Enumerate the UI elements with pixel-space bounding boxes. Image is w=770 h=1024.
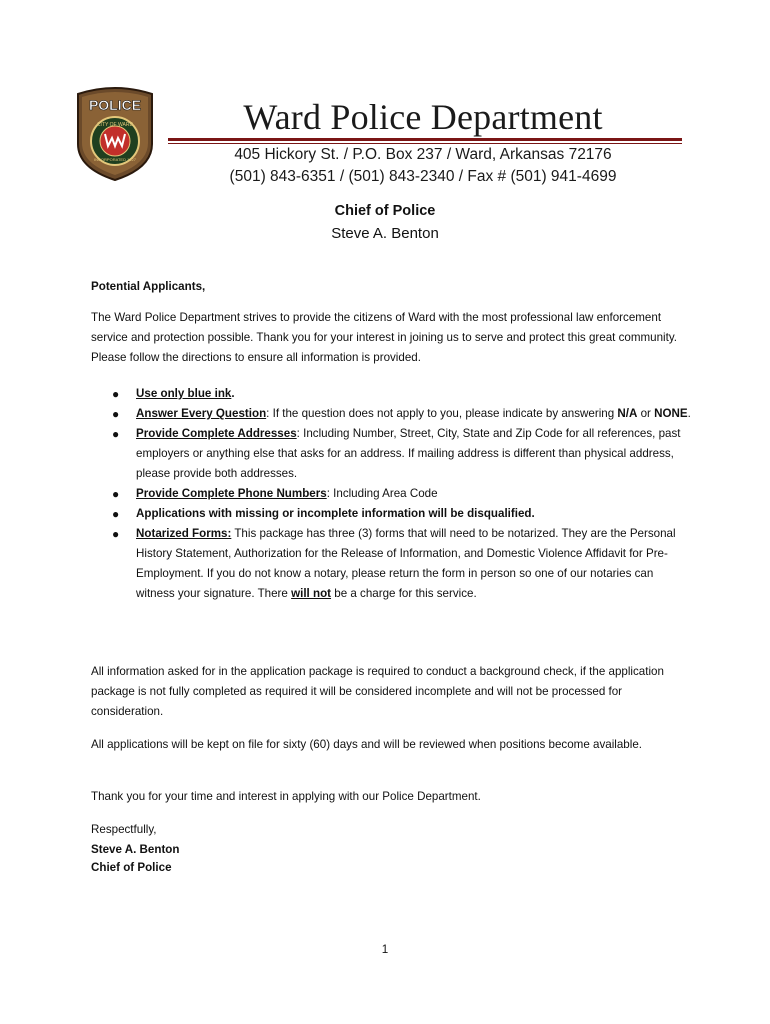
list-item: ● Use only blue ink. bbox=[91, 384, 691, 404]
bullet-icon: ● bbox=[112, 487, 120, 501]
letter-salutation: Potential Applicants, bbox=[91, 280, 206, 293]
list-item: ● Answer Every Question: If the question does not apply to you, please indicate by answering N/A or NONE. bbox=[91, 404, 691, 424]
department-phone: (501) 843-6351 / (501) 843-2340 / Fax # (501) 941-4699 bbox=[229, 168, 617, 185]
header-divider bbox=[168, 138, 682, 141]
list-item: ● Provide Complete Addresses: Including Number, Street, City, State and Zip Code for all references, past employers or anything else that asks for an address. If mailing address is different than physical address, please provide both addresses. bbox=[91, 424, 691, 484]
instructions-list bbox=[91, 384, 691, 604]
chief-title-heading: Chief of Police bbox=[334, 203, 436, 219]
badge-ring-text: CITY OF WARD bbox=[96, 122, 134, 128]
department-title: Ward Police Department bbox=[243, 97, 603, 137]
badge-police-text: POLICE bbox=[88, 97, 142, 113]
list-item: ● Notarized Forms: This package has three (3) forms that will need to be notarized. They are the Personal History Statement, Authorization for the Release of Information, and Domestic Violence Affidavit for Pre-Employment. If you do not know a notary, please return the form in person so one of our notaries can witness your signature. There will not be a charge for this service. bbox=[91, 524, 691, 604]
chief-name-heading: Steve A. Benton bbox=[331, 225, 439, 242]
bullet-icon: ● bbox=[112, 387, 120, 401]
letter-closing: Respectfully, bbox=[91, 823, 157, 836]
list-item: ● Applications with missing or incomplete information will be disqualified. bbox=[91, 504, 691, 524]
intro-paragraph: The Ward Police Department strives to provide the citizens of Ward with the most professional law enforcement service and protection possible. Thank you for your interest in joining us to serve and protect this great community. Please follow the directions to ensure all information is provided. bbox=[91, 311, 677, 364]
signer-title: Chief of Police bbox=[91, 861, 172, 874]
bullet-icon: ● bbox=[112, 527, 120, 541]
thank-you-paragraph: Thank you for your time and interest in applying with our Police Department. bbox=[91, 790, 481, 803]
list-item: ● Provide Complete Phone Numbers: Including Area Code bbox=[91, 484, 691, 504]
background-check-paragraph: All information asked for in the application package is required to conduct a background check, if the application package is not fully completed as required it will be considered incomplete and will not be processed for consideration. bbox=[91, 665, 664, 718]
file-retention-paragraph: All applications will be kept on file for sixty (60) days and will be reviewed when positions become available. bbox=[91, 738, 642, 751]
page-number: 1 bbox=[381, 943, 389, 956]
department-address: 405 Hickory St. / P.O. Box 237 / Ward, Arkansas 72176 bbox=[234, 146, 612, 163]
signer-name: Steve A. Benton bbox=[91, 843, 180, 856]
bullet-icon: ● bbox=[112, 507, 120, 521]
police-badge-logo bbox=[72, 84, 158, 182]
bullet-icon: ● bbox=[112, 427, 120, 441]
badge-incorporated-text: INCORPORATED 1927 bbox=[94, 157, 136, 162]
header-divider-thin bbox=[168, 143, 682, 144]
bullet-icon: ● bbox=[112, 407, 120, 421]
